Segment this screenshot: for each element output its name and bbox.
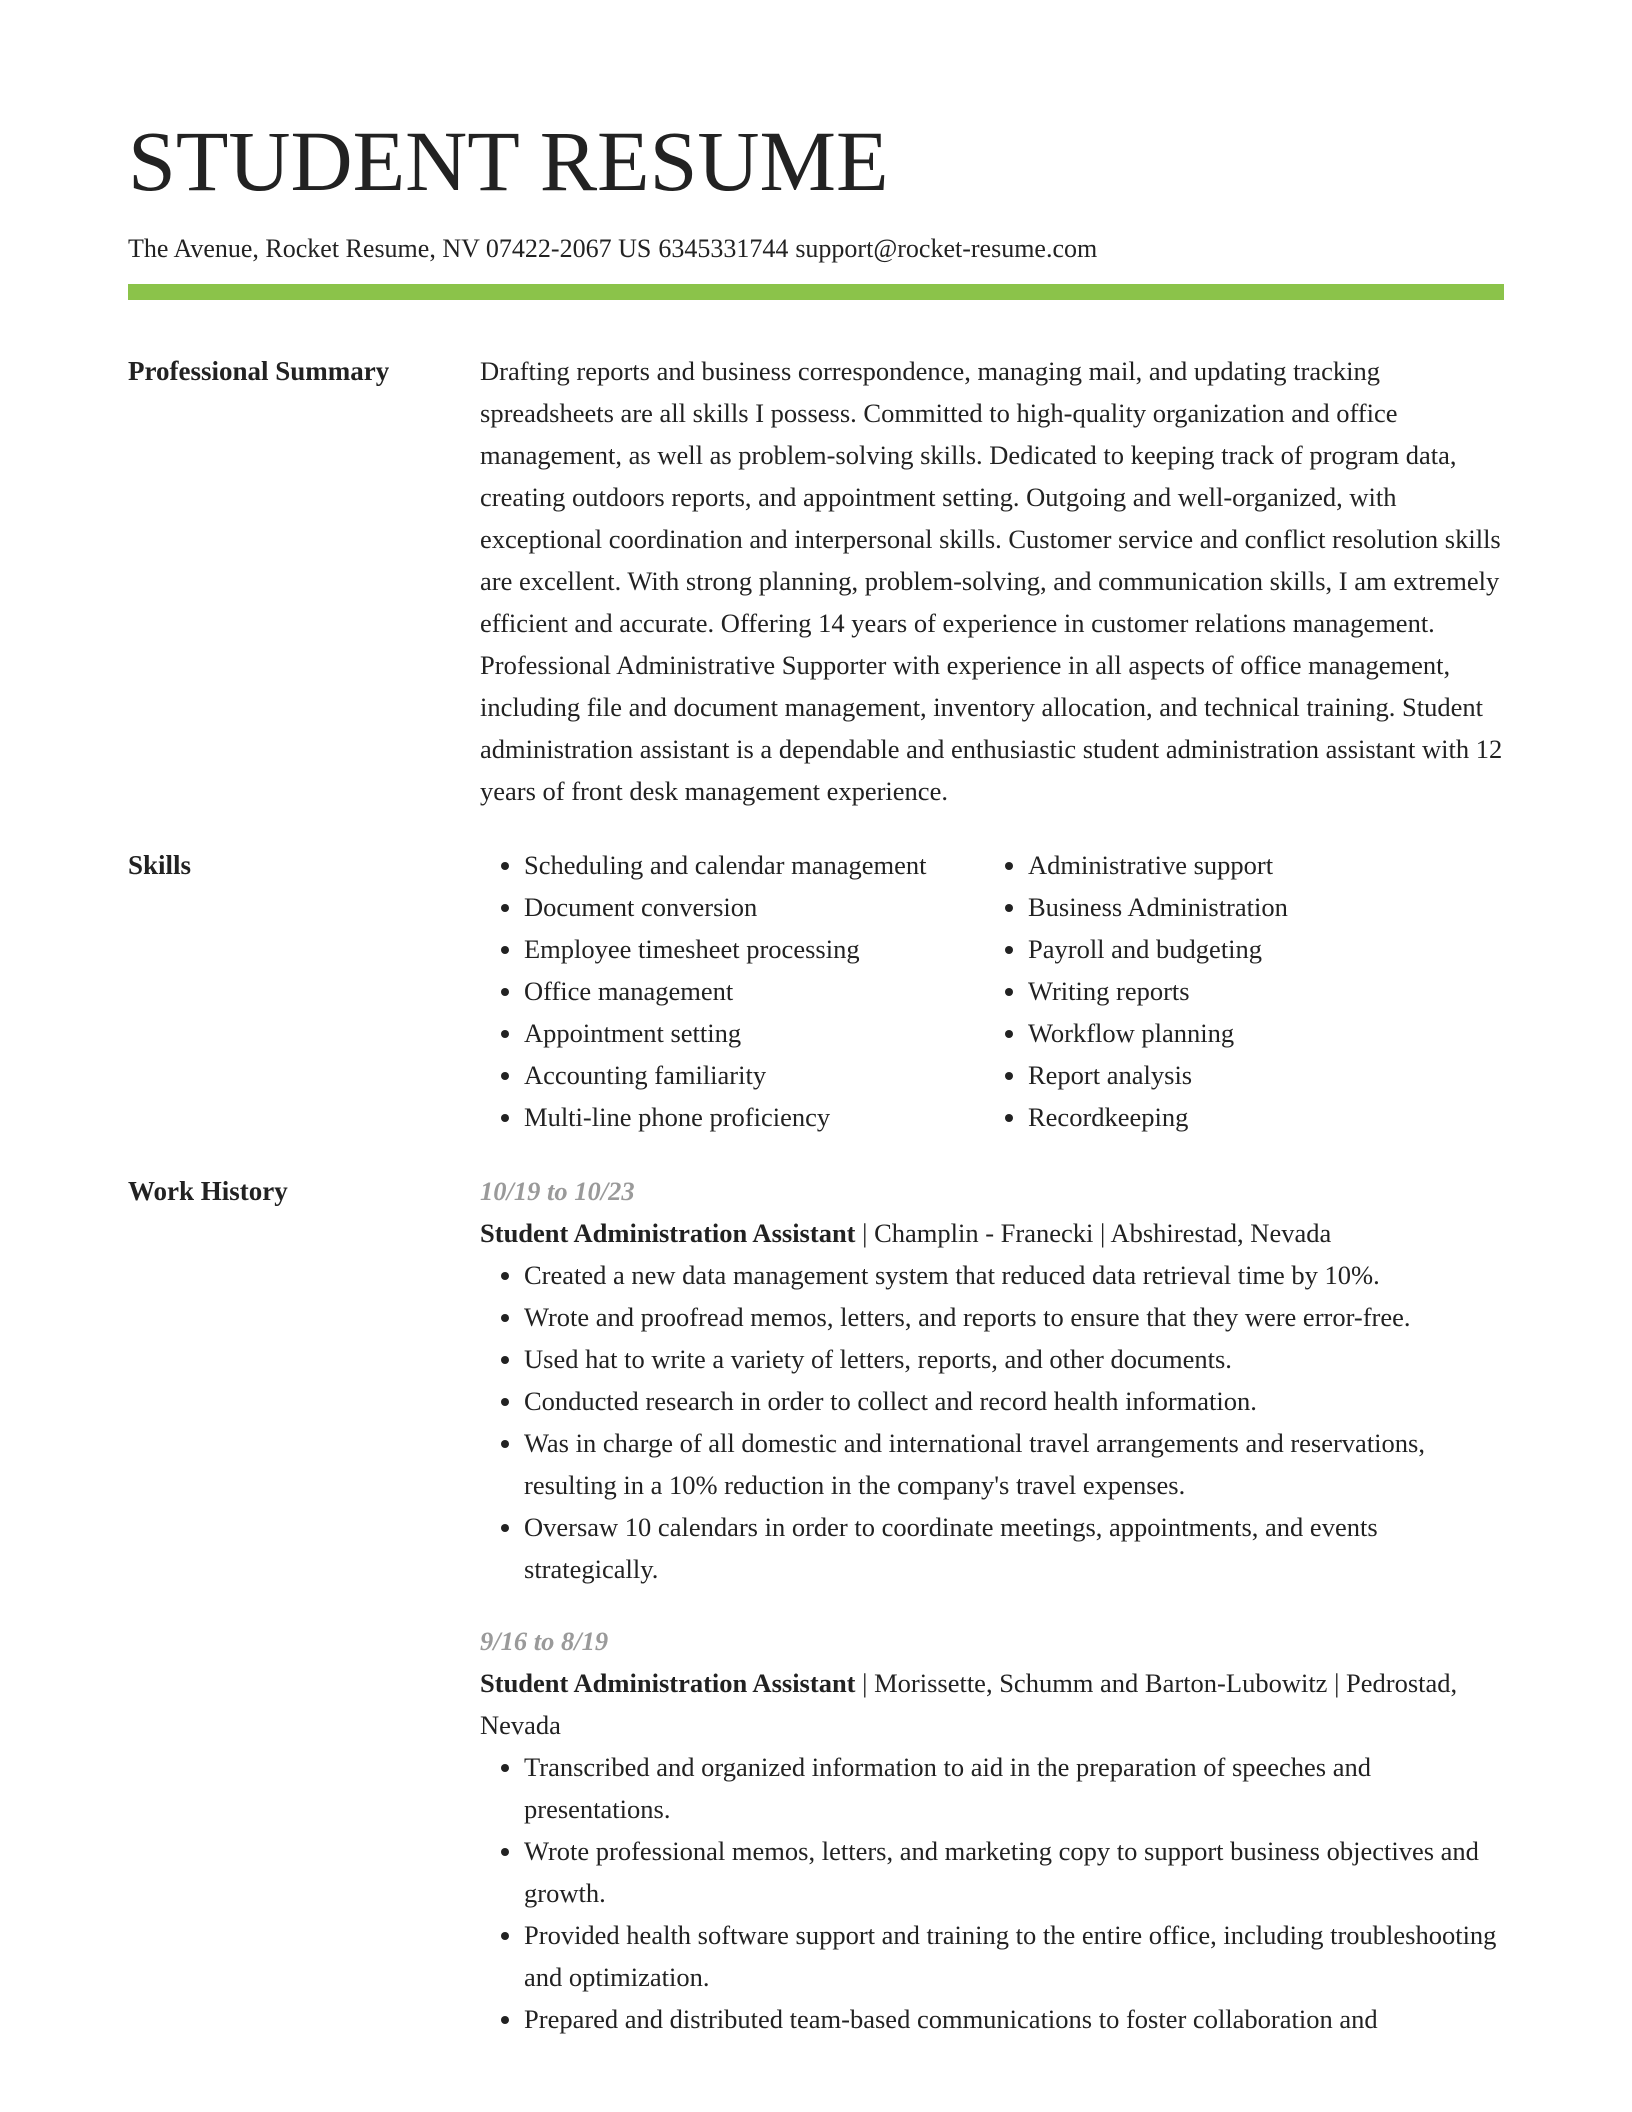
skill-item: • Accounting familiarity	[524, 1054, 984, 1096]
skills-column-right	[984, 844, 1288, 1138]
job-dates: 10/19 to 10/23	[480, 1175, 635, 1206]
job-title: Student Administration Assistant	[480, 1217, 856, 1248]
job-entry	[480, 1170, 1504, 1590]
job-bullet: • Wrote and proofread memos, letters, and reports to ensure that they were error-free.	[524, 1296, 1504, 1338]
skills-heading: Skills	[128, 849, 192, 880]
job-header	[480, 1662, 1504, 1746]
job-header	[480, 1212, 1504, 1254]
skill-item: • Scheduling and calendar management	[524, 844, 984, 886]
skill-item: • Business Administration	[1028, 886, 1288, 928]
job-bullet: • Was in charge of all domestic and international travel arrangements and reservations, resulting in a 10% reduction in the company's travel expenses.	[524, 1422, 1504, 1506]
skill-item: • Payroll and budgeting	[1028, 928, 1288, 970]
job-bullet: • Prepared and distributed team-based communications to foster collaboration and	[524, 1998, 1504, 2040]
summary-heading: Professional Summary	[128, 355, 390, 386]
contact-phone: 6345331744	[658, 234, 789, 263]
skill-item: • Office management	[524, 970, 984, 1012]
job-bullet: • Wrote professional memos, letters, and marketing copy to support business objectives and growth.	[524, 1830, 1504, 1914]
job-bullet: • Conducted research in order to collect and record health information.	[524, 1380, 1504, 1422]
skill-item: • Multi-line phone proficiency	[524, 1096, 984, 1138]
skill-item: • Appointment setting	[524, 1012, 984, 1054]
summary-text: Drafting reports and business correspondence, managing mail, and updating tracking spreadsheets are all skills I possess. Committed to high-quality organization and office management, as well as problem-solving skills. Dedicated to keeping track of program data, creating outdoors reports, and appointment setting. Outgoing and well-organized, with exceptional coordination and interpersonal skills. Customer service and conflict resolution skills are excellent. With strong planning, problem-solving, and communication skills, I am extremely efficient and accurate. Offering 14 years of experience in customer relations management. Professional Administrative Supporter with experience in all aspects of office management, including file and document management, inventory allocation, and technical training. Student administration assistant is a dependable and enthusiastic student administration assistant with 12 years of front desk management experience.	[480, 355, 1503, 806]
skill-item: • Document conversion	[524, 886, 984, 928]
contact-line	[128, 232, 1504, 266]
skill-item: • Report analysis	[1028, 1054, 1288, 1096]
job-title: Student Administration Assistant	[480, 1667, 856, 1698]
job-bullet: • Created a new data management system that reduced data retrieval time by 10%.	[524, 1254, 1504, 1296]
summary-section	[128, 350, 1504, 812]
job-employer: | Champlin - Franecki | Abshirestad, Nevada	[855, 1217, 1332, 1248]
skill-item: • Employee timesheet processing	[524, 928, 984, 970]
job-bullet: • Provided health software support and training to the entire office, including troubleshooting and optimization.	[524, 1914, 1504, 1998]
header-divider	[128, 284, 1504, 300]
skills-column-left	[480, 844, 984, 1138]
job-bullets	[480, 1254, 1504, 1590]
resume-page	[128, 0, 1504, 2040]
work-history-list	[480, 1170, 1504, 2040]
job-bullets	[480, 1746, 1504, 2040]
skill-item: • Recordkeeping	[1028, 1096, 1288, 1138]
contact-email: support@rocket-resume.com	[795, 234, 1098, 263]
skills-section	[128, 844, 1504, 1138]
skill-item: • Workflow planning	[1028, 1012, 1288, 1054]
contact-address: The Avenue, Rocket Resume, NV 07422-2067 US	[128, 234, 652, 263]
skills-list	[480, 844, 1504, 1138]
skill-item: • Administrative support	[1028, 844, 1288, 886]
work-history-heading: Work History	[128, 1175, 288, 1206]
job-bullet: • Transcribed and organized information to aid in the preparation of speeches and presentations.	[524, 1746, 1504, 1830]
job-bullet: • Used hat to write a variety of letters, reports, and other documents.	[524, 1338, 1504, 1380]
job-employer: | Morissette, Schumm and Barton-Lubowitz | Pedrostad, Nevada	[480, 1667, 1458, 1740]
job-entry	[480, 1620, 1504, 2040]
skill-item: • Writing reports	[1028, 970, 1288, 1012]
work-history-section	[128, 1170, 1504, 2040]
job-dates: 9/16 to 8/19	[480, 1625, 609, 1656]
job-bullet: • Oversaw 10 calendars in order to coordinate meetings, appointments, and events strategically.	[524, 1506, 1504, 1590]
page-title: STUDENT RESUME	[128, 113, 889, 209]
